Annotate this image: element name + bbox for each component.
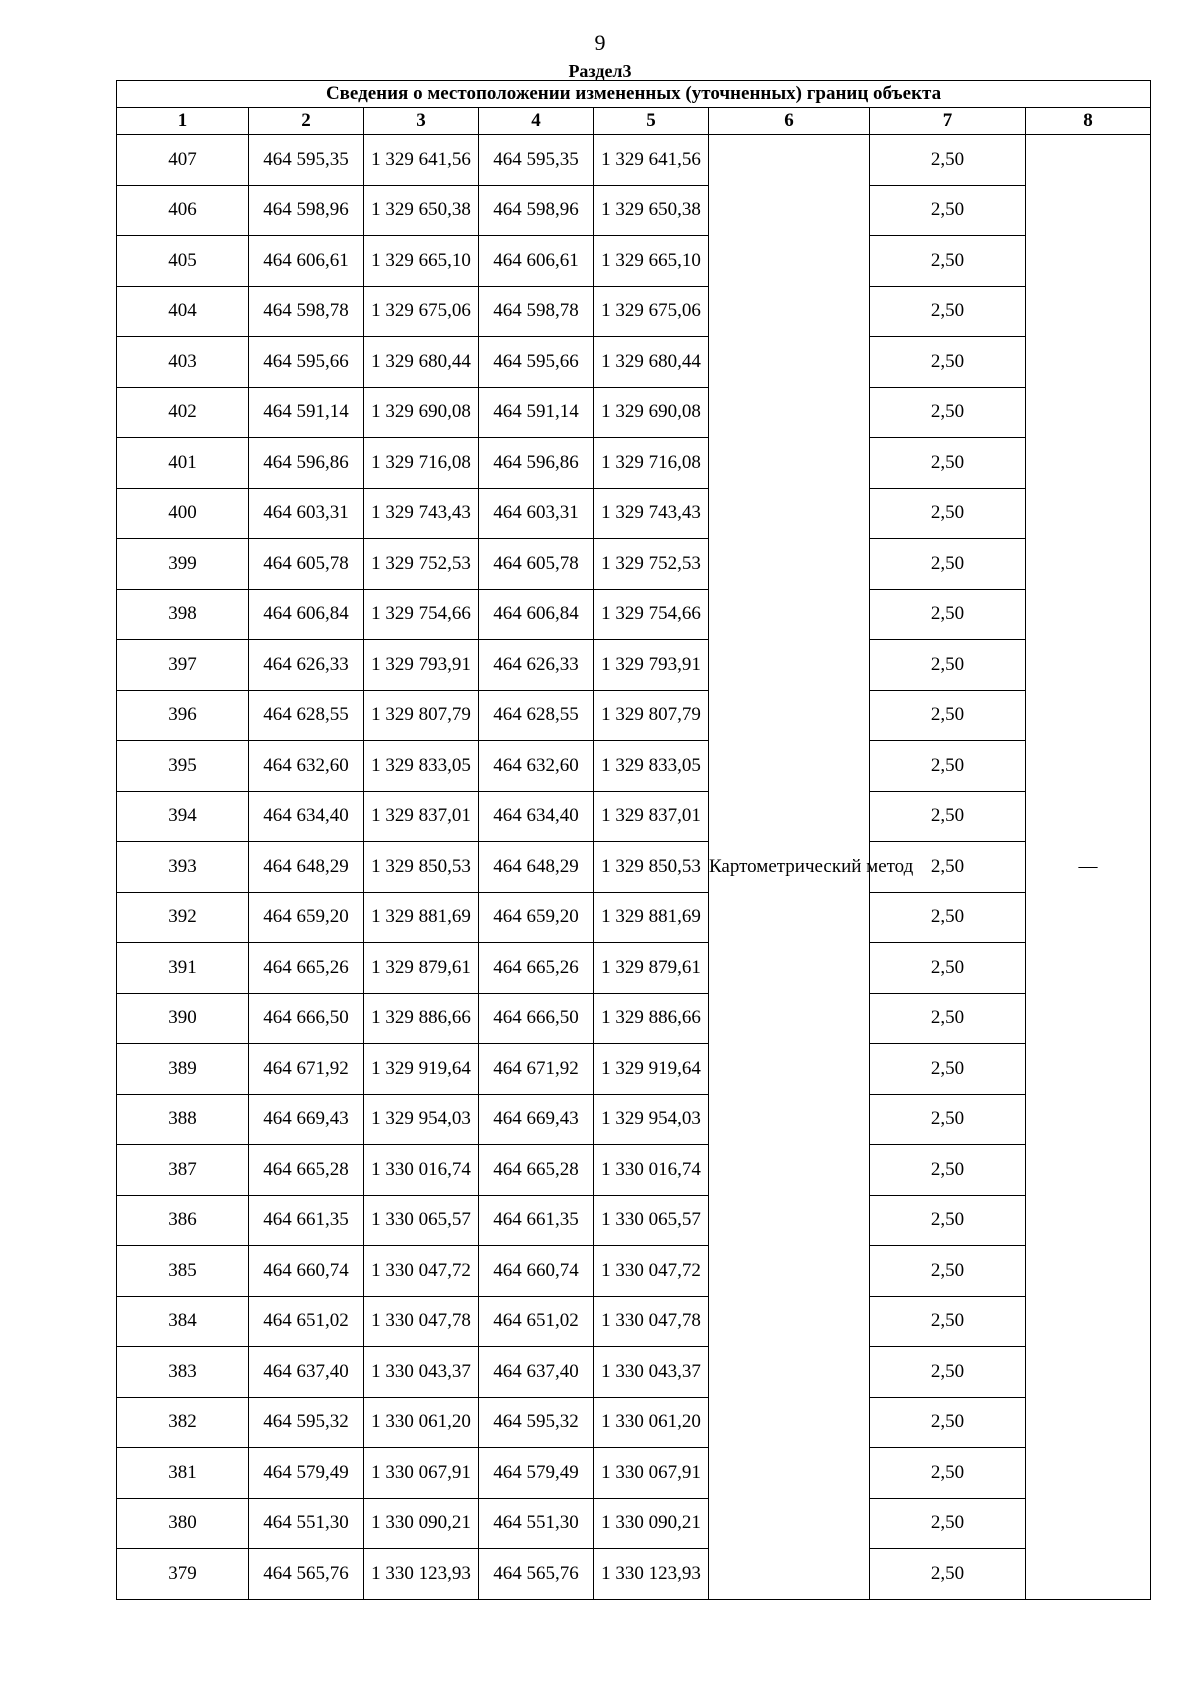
table-row (117, 1549, 1151, 1600)
cell-x-new: 464 651,02 (479, 1296, 594, 1347)
cell-y-old: 1 329 837,01 (364, 791, 479, 842)
cell-accuracy: 2,50 (870, 640, 1026, 691)
cell-y-old: 1 329 886,66 (364, 993, 479, 1044)
cell-point: 407 (117, 135, 249, 186)
cell-x-new: 464 626,33 (479, 640, 594, 691)
cell-accuracy: 2,50 (870, 1397, 1026, 1448)
cell-y-new: 1 329 665,10 (594, 236, 709, 287)
cell-y-old: 1 329 716,08 (364, 438, 479, 489)
cell-y-new: 1 329 752,53 (594, 539, 709, 590)
cell-y-new: 1 330 065,57 (594, 1195, 709, 1246)
cell-x-new: 464 659,20 (479, 892, 594, 943)
table-row (117, 791, 1151, 842)
cell-y-old: 1 329 650,38 (364, 185, 479, 236)
cell-accuracy: 2,50 (870, 741, 1026, 792)
cell-point: 389 (117, 1044, 249, 1095)
table-row (117, 993, 1151, 1044)
column-number: 7 (870, 108, 1026, 135)
cell-y-new: 1 329 680,44 (594, 337, 709, 388)
cell-y-new: 1 329 886,66 (594, 993, 709, 1044)
cell-point: 384 (117, 1296, 249, 1347)
cell-x-new: 464 595,32 (479, 1397, 594, 1448)
cell-accuracy: 2,50 (870, 488, 1026, 539)
cell-accuracy: 2,50 (870, 842, 1026, 893)
cell-point: 390 (117, 993, 249, 1044)
column-number: 5 (594, 108, 709, 135)
table-row (117, 236, 1151, 287)
cell-x-new: 464 661,35 (479, 1195, 594, 1246)
column-number-row (117, 108, 1151, 135)
cell-x-new: 464 671,92 (479, 1044, 594, 1095)
table-row (117, 387, 1151, 438)
table-row (117, 1094, 1151, 1145)
cell-x-old: 464 591,14 (249, 387, 364, 438)
table-row (117, 1448, 1151, 1499)
cell-x-new: 464 598,96 (479, 185, 594, 236)
cell-x-old: 464 551,30 (249, 1498, 364, 1549)
cell-y-old: 1 329 754,66 (364, 589, 479, 640)
cell-accuracy: 2,50 (870, 185, 1026, 236)
table-row (117, 337, 1151, 388)
cell-y-new: 1 329 879,61 (594, 943, 709, 994)
cell-x-old: 464 648,29 (249, 842, 364, 893)
table-row (117, 1498, 1151, 1549)
cell-x-new: 464 551,30 (479, 1498, 594, 1549)
cell-y-old: 1 329 850,53 (364, 842, 479, 893)
cell-x-new: 464 596,86 (479, 438, 594, 489)
cell-x-new: 464 606,61 (479, 236, 594, 287)
cell-y-new: 1 330 047,78 (594, 1296, 709, 1347)
page-number: 9 (594, 30, 606, 55)
cell-point: 402 (117, 387, 249, 438)
cell-y-new: 1 329 675,06 (594, 286, 709, 337)
cell-point: 386 (117, 1195, 249, 1246)
cell-x-old: 464 626,33 (249, 640, 364, 691)
cell-accuracy: 2,50 (870, 1145, 1026, 1196)
cell-y-old: 1 329 879,61 (364, 943, 479, 994)
cell-accuracy: 2,50 (870, 1094, 1026, 1145)
table-row (117, 286, 1151, 337)
table-row (117, 690, 1151, 741)
cell-point: 381 (117, 1448, 249, 1499)
cell-x-new: 464 579,49 (479, 1448, 594, 1499)
cell-x-old: 464 603,31 (249, 488, 364, 539)
cell-x-old: 464 606,61 (249, 236, 364, 287)
cell-point: 397 (117, 640, 249, 691)
cell-point: 385 (117, 1246, 249, 1297)
cell-accuracy: 2,50 (870, 690, 1026, 741)
cell-accuracy: 2,50 (870, 892, 1026, 943)
cell-x-old: 464 661,35 (249, 1195, 364, 1246)
cell-x-old: 464 651,02 (249, 1296, 364, 1347)
cell-y-new: 1 329 650,38 (594, 185, 709, 236)
column-number: 1 (117, 108, 249, 135)
cell-point: 382 (117, 1397, 249, 1448)
cell-y-old: 1 329 690,08 (364, 387, 479, 438)
cell-accuracy: 2,50 (870, 1549, 1026, 1600)
cell-accuracy: 2,50 (870, 135, 1026, 186)
method-cell: Картометрический метод (709, 135, 870, 1600)
cell-point: 392 (117, 892, 249, 943)
cell-x-old: 464 659,20 (249, 892, 364, 943)
cell-x-old: 464 565,76 (249, 1549, 364, 1600)
table-caption: Сведения о местоположении измененных (уточненных) границ объекта (117, 81, 1151, 108)
table-row (117, 488, 1151, 539)
cell-x-new: 464 632,60 (479, 741, 594, 792)
cell-accuracy: 2,50 (870, 286, 1026, 337)
cell-accuracy: 2,50 (870, 1498, 1026, 1549)
cell-x-new: 464 595,66 (479, 337, 594, 388)
cell-x-old: 464 598,96 (249, 185, 364, 236)
cell-y-new: 1 329 881,69 (594, 892, 709, 943)
cell-point: 394 (117, 791, 249, 842)
cell-point: 383 (117, 1347, 249, 1398)
cell-accuracy: 2,50 (870, 1195, 1026, 1246)
coordinates-table (116, 80, 1151, 1600)
cell-accuracy: 2,50 (870, 589, 1026, 640)
cell-x-old: 464 595,32 (249, 1397, 364, 1448)
cell-point: 403 (117, 337, 249, 388)
cell-point: 387 (117, 1145, 249, 1196)
cell-accuracy: 2,50 (870, 993, 1026, 1044)
cell-y-new: 1 329 850,53 (594, 842, 709, 893)
cell-x-old: 464 665,28 (249, 1145, 364, 1196)
cell-y-new: 1 329 743,43 (594, 488, 709, 539)
cell-accuracy: 2,50 (870, 337, 1026, 388)
cell-point: 398 (117, 589, 249, 640)
cell-y-new: 1 329 919,64 (594, 1044, 709, 1095)
cell-point: 380 (117, 1498, 249, 1549)
cell-y-old: 1 329 954,03 (364, 1094, 479, 1145)
cell-x-old: 464 628,55 (249, 690, 364, 741)
cell-accuracy: 2,50 (870, 1246, 1026, 1297)
cell-x-new: 464 606,84 (479, 589, 594, 640)
cell-point: 393 (117, 842, 249, 893)
cell-y-old: 1 329 641,56 (364, 135, 479, 186)
cell-y-new: 1 329 716,08 (594, 438, 709, 489)
table-row (117, 892, 1151, 943)
cell-accuracy: 2,50 (870, 438, 1026, 489)
cell-y-new: 1 330 061,20 (594, 1397, 709, 1448)
cell-point: 404 (117, 286, 249, 337)
cell-x-old: 464 632,60 (249, 741, 364, 792)
section-title: Раздел3 (568, 61, 632, 81)
column-number: 8 (1026, 108, 1151, 135)
cell-point: 400 (117, 488, 249, 539)
cell-point: 399 (117, 539, 249, 590)
cell-y-old: 1 330 061,20 (364, 1397, 479, 1448)
cell-y-old: 1 330 067,91 (364, 1448, 479, 1499)
cell-y-new: 1 329 833,05 (594, 741, 709, 792)
table-row (117, 589, 1151, 640)
cell-x-old: 464 598,78 (249, 286, 364, 337)
cell-accuracy: 2,50 (870, 1296, 1026, 1347)
table-row (117, 640, 1151, 691)
table-row (117, 438, 1151, 489)
table-row (117, 185, 1151, 236)
cell-accuracy: 2,50 (870, 539, 1026, 590)
cell-x-new: 464 648,29 (479, 842, 594, 893)
cell-x-new: 464 665,28 (479, 1145, 594, 1196)
cell-y-old: 1 329 881,69 (364, 892, 479, 943)
cell-point: 395 (117, 741, 249, 792)
cell-x-new: 464 595,35 (479, 135, 594, 186)
cell-y-new: 1 329 807,79 (594, 690, 709, 741)
cell-x-new: 464 628,55 (479, 690, 594, 741)
table-row (117, 741, 1151, 792)
cell-accuracy: 2,50 (870, 1044, 1026, 1095)
cell-x-new: 464 565,76 (479, 1549, 594, 1600)
cell-y-old: 1 329 680,44 (364, 337, 479, 388)
cell-x-new: 464 605,78 (479, 539, 594, 590)
cell-y-old: 1 329 743,43 (364, 488, 479, 539)
cell-y-old: 1 329 807,79 (364, 690, 479, 741)
cell-y-new: 1 330 067,91 (594, 1448, 709, 1499)
cell-x-old: 464 669,43 (249, 1094, 364, 1145)
cell-y-new: 1 329 793,91 (594, 640, 709, 691)
table-row (117, 1044, 1151, 1095)
cell-point: 406 (117, 185, 249, 236)
table-row (117, 943, 1151, 994)
cell-y-new: 1 329 641,56 (594, 135, 709, 186)
col8-cell: — (1026, 135, 1151, 1600)
cell-y-old: 1 330 016,74 (364, 1145, 479, 1196)
cell-point: 396 (117, 690, 249, 741)
cell-x-new: 464 665,26 (479, 943, 594, 994)
cell-y-old: 1 330 047,72 (364, 1246, 479, 1297)
cell-y-old: 1 330 065,57 (364, 1195, 479, 1246)
column-number: 2 (249, 108, 364, 135)
cell-y-old: 1 329 919,64 (364, 1044, 479, 1095)
table-body (117, 135, 1151, 1600)
cell-y-new: 1 329 954,03 (594, 1094, 709, 1145)
cell-y-old: 1 329 793,91 (364, 640, 479, 691)
table-caption-row (117, 81, 1151, 108)
table-row (117, 1246, 1151, 1297)
cell-point: 391 (117, 943, 249, 994)
cell-point: 379 (117, 1549, 249, 1600)
cell-x-old: 464 660,74 (249, 1246, 364, 1297)
cell-accuracy: 2,50 (870, 1347, 1026, 1398)
cell-x-old: 464 666,50 (249, 993, 364, 1044)
cell-x-old: 464 606,84 (249, 589, 364, 640)
cell-y-new: 1 329 690,08 (594, 387, 709, 438)
column-number: 3 (364, 108, 479, 135)
table-row (117, 135, 1151, 186)
cell-x-new: 464 634,40 (479, 791, 594, 842)
cell-y-old: 1 330 090,21 (364, 1498, 479, 1549)
cell-x-old: 464 579,49 (249, 1448, 364, 1499)
cell-accuracy: 2,50 (870, 943, 1026, 994)
table-row (117, 539, 1151, 590)
cell-x-new: 464 591,14 (479, 387, 594, 438)
column-number: 4 (479, 108, 594, 135)
table-row (117, 1195, 1151, 1246)
table-row (117, 1296, 1151, 1347)
cell-x-new: 464 669,43 (479, 1094, 594, 1145)
cell-point: 388 (117, 1094, 249, 1145)
cell-y-new: 1 330 016,74 (594, 1145, 709, 1196)
column-number: 6 (709, 108, 870, 135)
cell-x-new: 464 603,31 (479, 488, 594, 539)
cell-accuracy: 2,50 (870, 236, 1026, 287)
cell-y-new: 1 329 837,01 (594, 791, 709, 842)
cell-x-old: 464 634,40 (249, 791, 364, 842)
cell-x-new: 464 637,40 (479, 1347, 594, 1398)
cell-x-old: 464 595,35 (249, 135, 364, 186)
cell-accuracy: 2,50 (870, 791, 1026, 842)
table-row (117, 1145, 1151, 1196)
cell-accuracy: 2,50 (870, 387, 1026, 438)
cell-x-old: 464 637,40 (249, 1347, 364, 1398)
cell-y-old: 1 330 123,93 (364, 1549, 479, 1600)
cell-y-old: 1 330 043,37 (364, 1347, 479, 1398)
cell-y-old: 1 330 047,78 (364, 1296, 479, 1347)
cell-x-new: 464 666,50 (479, 993, 594, 1044)
cell-accuracy: 2,50 (870, 1448, 1026, 1499)
cell-y-new: 1 330 047,72 (594, 1246, 709, 1297)
cell-x-old: 464 671,92 (249, 1044, 364, 1095)
cell-point: 401 (117, 438, 249, 489)
table-row (117, 1347, 1151, 1398)
cell-y-old: 1 329 675,06 (364, 286, 479, 337)
cell-y-new: 1 329 754,66 (594, 589, 709, 640)
cell-point: 405 (117, 236, 249, 287)
cell-x-new: 464 660,74 (479, 1246, 594, 1297)
table-row (117, 842, 1151, 893)
cell-y-old: 1 329 752,53 (364, 539, 479, 590)
cell-x-new: 464 598,78 (479, 286, 594, 337)
table-row (117, 1397, 1151, 1448)
cell-x-old: 464 596,86 (249, 438, 364, 489)
cell-x-old: 464 605,78 (249, 539, 364, 590)
cell-y-new: 1 330 123,93 (594, 1549, 709, 1600)
cell-y-old: 1 329 665,10 (364, 236, 479, 287)
cell-y-new: 1 330 043,37 (594, 1347, 709, 1398)
cell-x-old: 464 665,26 (249, 943, 364, 994)
cell-y-new: 1 330 090,21 (594, 1498, 709, 1549)
cell-x-old: 464 595,66 (249, 337, 364, 388)
cell-y-old: 1 329 833,05 (364, 741, 479, 792)
